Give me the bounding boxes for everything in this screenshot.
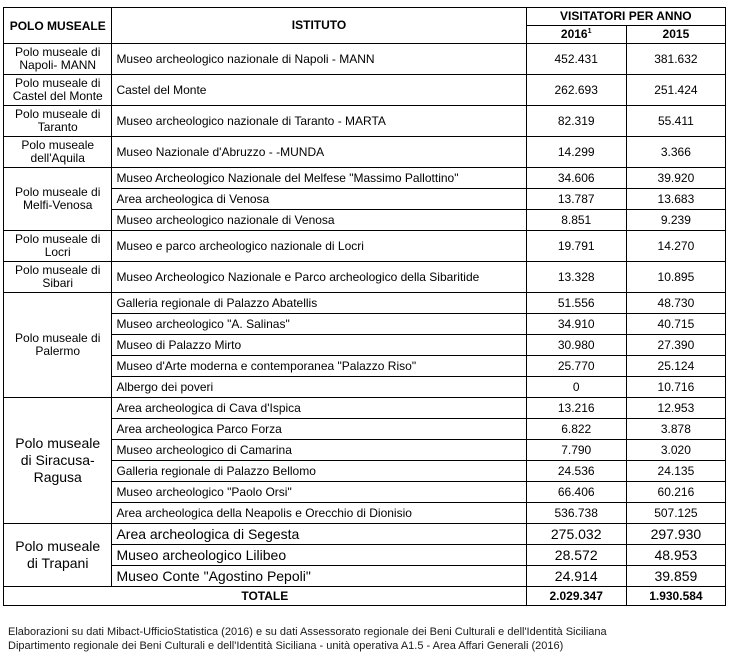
visitors-2016-cell: 13.216 [526,398,626,419]
visitors-2016-cell: 34.606 [526,168,626,189]
istituto-cell: Area archeologica di Segesta [112,524,526,545]
visitors-2015-cell: 381.632 [626,44,725,75]
visitors-2016-cell: 14.299 [526,137,626,168]
table-row [4,524,726,545]
polo-cell: Polo museale di Melfi-Venosa [4,168,112,231]
visitors-2015-cell: 14.270 [626,231,725,262]
istituto-cell: Museo archeologico "A. Salinas" [112,314,526,335]
istituto-cell: Area archeologica Parco Forza [112,419,526,440]
table-row [4,503,726,524]
istituto-cell: Area archeologica della Neapolis e Orecchio di Dionisio [112,503,526,524]
table-row [4,377,726,398]
header-year-2016 [526,26,626,44]
visitors-2015-cell: 39.920 [626,168,725,189]
visitors-2015-cell: 9.239 [626,210,725,231]
total-label: TOTALE [4,587,527,606]
visitors-2015-cell: 24.135 [626,461,725,482]
visitors-2016-cell: 0 [526,377,626,398]
istituto-cell: Museo archeologico nazionale di Napoli - MANN [112,44,526,75]
istituto-cell: Galleria regionale di Palazzo Bellomo [112,461,526,482]
visitors-2016-cell: 13.328 [526,262,626,293]
visitors-2016-cell: 536.738 [526,503,626,524]
visitors-2015-cell: 3.878 [626,419,725,440]
visitors-2015-cell: 48.730 [626,293,725,314]
visitors-2015-cell: 25.124 [626,356,725,377]
polo-cell: Polo museale di Siracusa-Ragusa [4,398,112,524]
visitors-2016-cell: 30.980 [526,335,626,356]
table-row [4,335,726,356]
table-row [4,356,726,377]
table-row [4,262,726,293]
table-row [4,106,726,137]
istituto-cell: Museo Nazionale d'Abruzzo - -MUNDA [112,137,526,168]
table-row [4,440,726,461]
polo-cell: Polo museale dell'Aquila [4,137,112,168]
table-row [4,210,726,231]
table-row [4,168,726,189]
istituto-cell: Area archeologica di Cava d'Ispica [112,398,526,419]
source-note-line-1: Elaborazioni su dati Mibact-UfficioStatistica (2016) e su dati Assessorato regionale dei Beni Culturali e dell'Identità Siciliana [8,626,607,638]
visitors-2016-cell: 66.406 [526,482,626,503]
istituto-cell: Museo archeologico nazionale di Venosa [112,210,526,231]
visitors-2016-cell: 262.693 [526,75,626,106]
table-row [4,566,726,587]
table-row [4,137,726,168]
table-row [4,44,726,75]
istituto-cell: Museo archeologico di Camarina [112,440,526,461]
visitors-2015-cell: 251.424 [626,75,725,106]
istituto-cell: Museo d'Arte moderna e contemporanea "Palazzo Riso" [112,356,526,377]
visitors-2016-cell: 28.572 [526,545,626,566]
visitors-2015-cell: 39.859 [626,566,725,587]
visitors-2015-cell: 60.216 [626,482,725,503]
visitors-2015-cell: 3.366 [626,137,725,168]
table-row [4,293,726,314]
istituto-cell: Museo archeologico nazionale di Taranto - MARTA [112,106,526,137]
table-row [4,231,726,262]
table-row [4,461,726,482]
visitors-2016-cell: 25.770 [526,356,626,377]
visitors-2016-cell: 6.822 [526,419,626,440]
istituto-cell: Museo archeologico Lilibeo [112,545,526,566]
istituto-cell: Museo di Palazzo Mirto [112,335,526,356]
visitors-2015-cell: 12.953 [626,398,725,419]
polo-cell: Polo museale di Palermo [4,293,112,398]
istituto-cell: Museo e parco archeologico nazionale di Locri [112,231,526,262]
visitors-2016-cell: 34.910 [526,314,626,335]
source-note-line-2: Dipartimento regionale dei Beni Culturali e dell'Identità Siciliana - unità operativa A1.5 - Area Affari Generali (2016) [8,640,564,652]
istituto-cell: Castel del Monte [112,75,526,106]
header-year-2016-label: 2016 [560,27,588,41]
visitors-2015-cell: 13.683 [626,189,725,210]
visitors-2016-cell: 8.851 [526,210,626,231]
table-row [4,314,726,335]
polo-cell: Polo museale di Napoli- MANN [4,44,112,75]
polo-cell: Polo museale di Sibari [4,262,112,293]
istituto-cell: Museo archeologico "Paolo Orsi" [112,482,526,503]
header-year-2016-note: 1 [587,28,592,35]
istituto-cell: Galleria regionale di Palazzo Abatellis [112,293,526,314]
visitors-2016-cell: 24.536 [526,461,626,482]
visitors-2015-cell: 3.020 [626,440,725,461]
istituto-cell: Museo Archeologico Nazionale e Parco archeologico della Sibaritide [112,262,526,293]
header-istituto: ISTITUTO [112,8,526,44]
visitors-2015-cell: 27.390 [626,335,725,356]
table-row [4,75,726,106]
visitors-2015-cell: 10.895 [626,262,725,293]
visitors-2016-cell: 19.791 [526,231,626,262]
polo-cell: Polo museale di Locri [4,231,112,262]
visitors-table [3,7,726,606]
header-visitatori: VISITATORI PER ANNO [526,8,725,26]
visitors-2015-cell: 40.715 [626,314,725,335]
visitors-2016-cell: 82.319 [526,106,626,137]
visitors-2015-cell: 48.953 [626,545,725,566]
polo-cell: Polo museale di Castel del Monte [4,75,112,106]
header-year-2015: 2015 [626,26,725,44]
total-2016: 2.029.347 [526,587,626,606]
table-row [4,398,726,419]
total-2015: 1.930.584 [626,587,725,606]
visitors-2016-cell: 51.556 [526,293,626,314]
table-row [4,189,726,210]
polo-cell: Polo museale di Trapani [4,524,112,587]
header-polo: POLO MUSEALE [4,8,112,44]
visitors-2016-cell: 275.032 [526,524,626,545]
source-note [8,625,723,653]
istituto-cell: Museo Conte "Agostino Pepoli" [112,566,526,587]
visitors-2015-cell: 507.125 [626,503,725,524]
visitors-2015-cell: 10.716 [626,377,725,398]
istituto-cell: Albergo dei poveri [112,377,526,398]
table-row [4,482,726,503]
visitors-2016-cell: 24.914 [526,566,626,587]
visitors-2015-cell: 55.411 [626,106,725,137]
polo-cell: Polo museale di Taranto [4,106,112,137]
visitors-2016-cell: 7.790 [526,440,626,461]
table-row [4,545,726,566]
visitors-2015-cell: 297.930 [626,524,725,545]
istituto-cell: Area archeologica di Venosa [112,189,526,210]
visitors-2016-cell: 13.787 [526,189,626,210]
istituto-cell: Museo Archeologico Nazionale del Melfese "Massimo Pallottino" [112,168,526,189]
table-row [4,419,726,440]
visitors-2016-cell: 452.431 [526,44,626,75]
